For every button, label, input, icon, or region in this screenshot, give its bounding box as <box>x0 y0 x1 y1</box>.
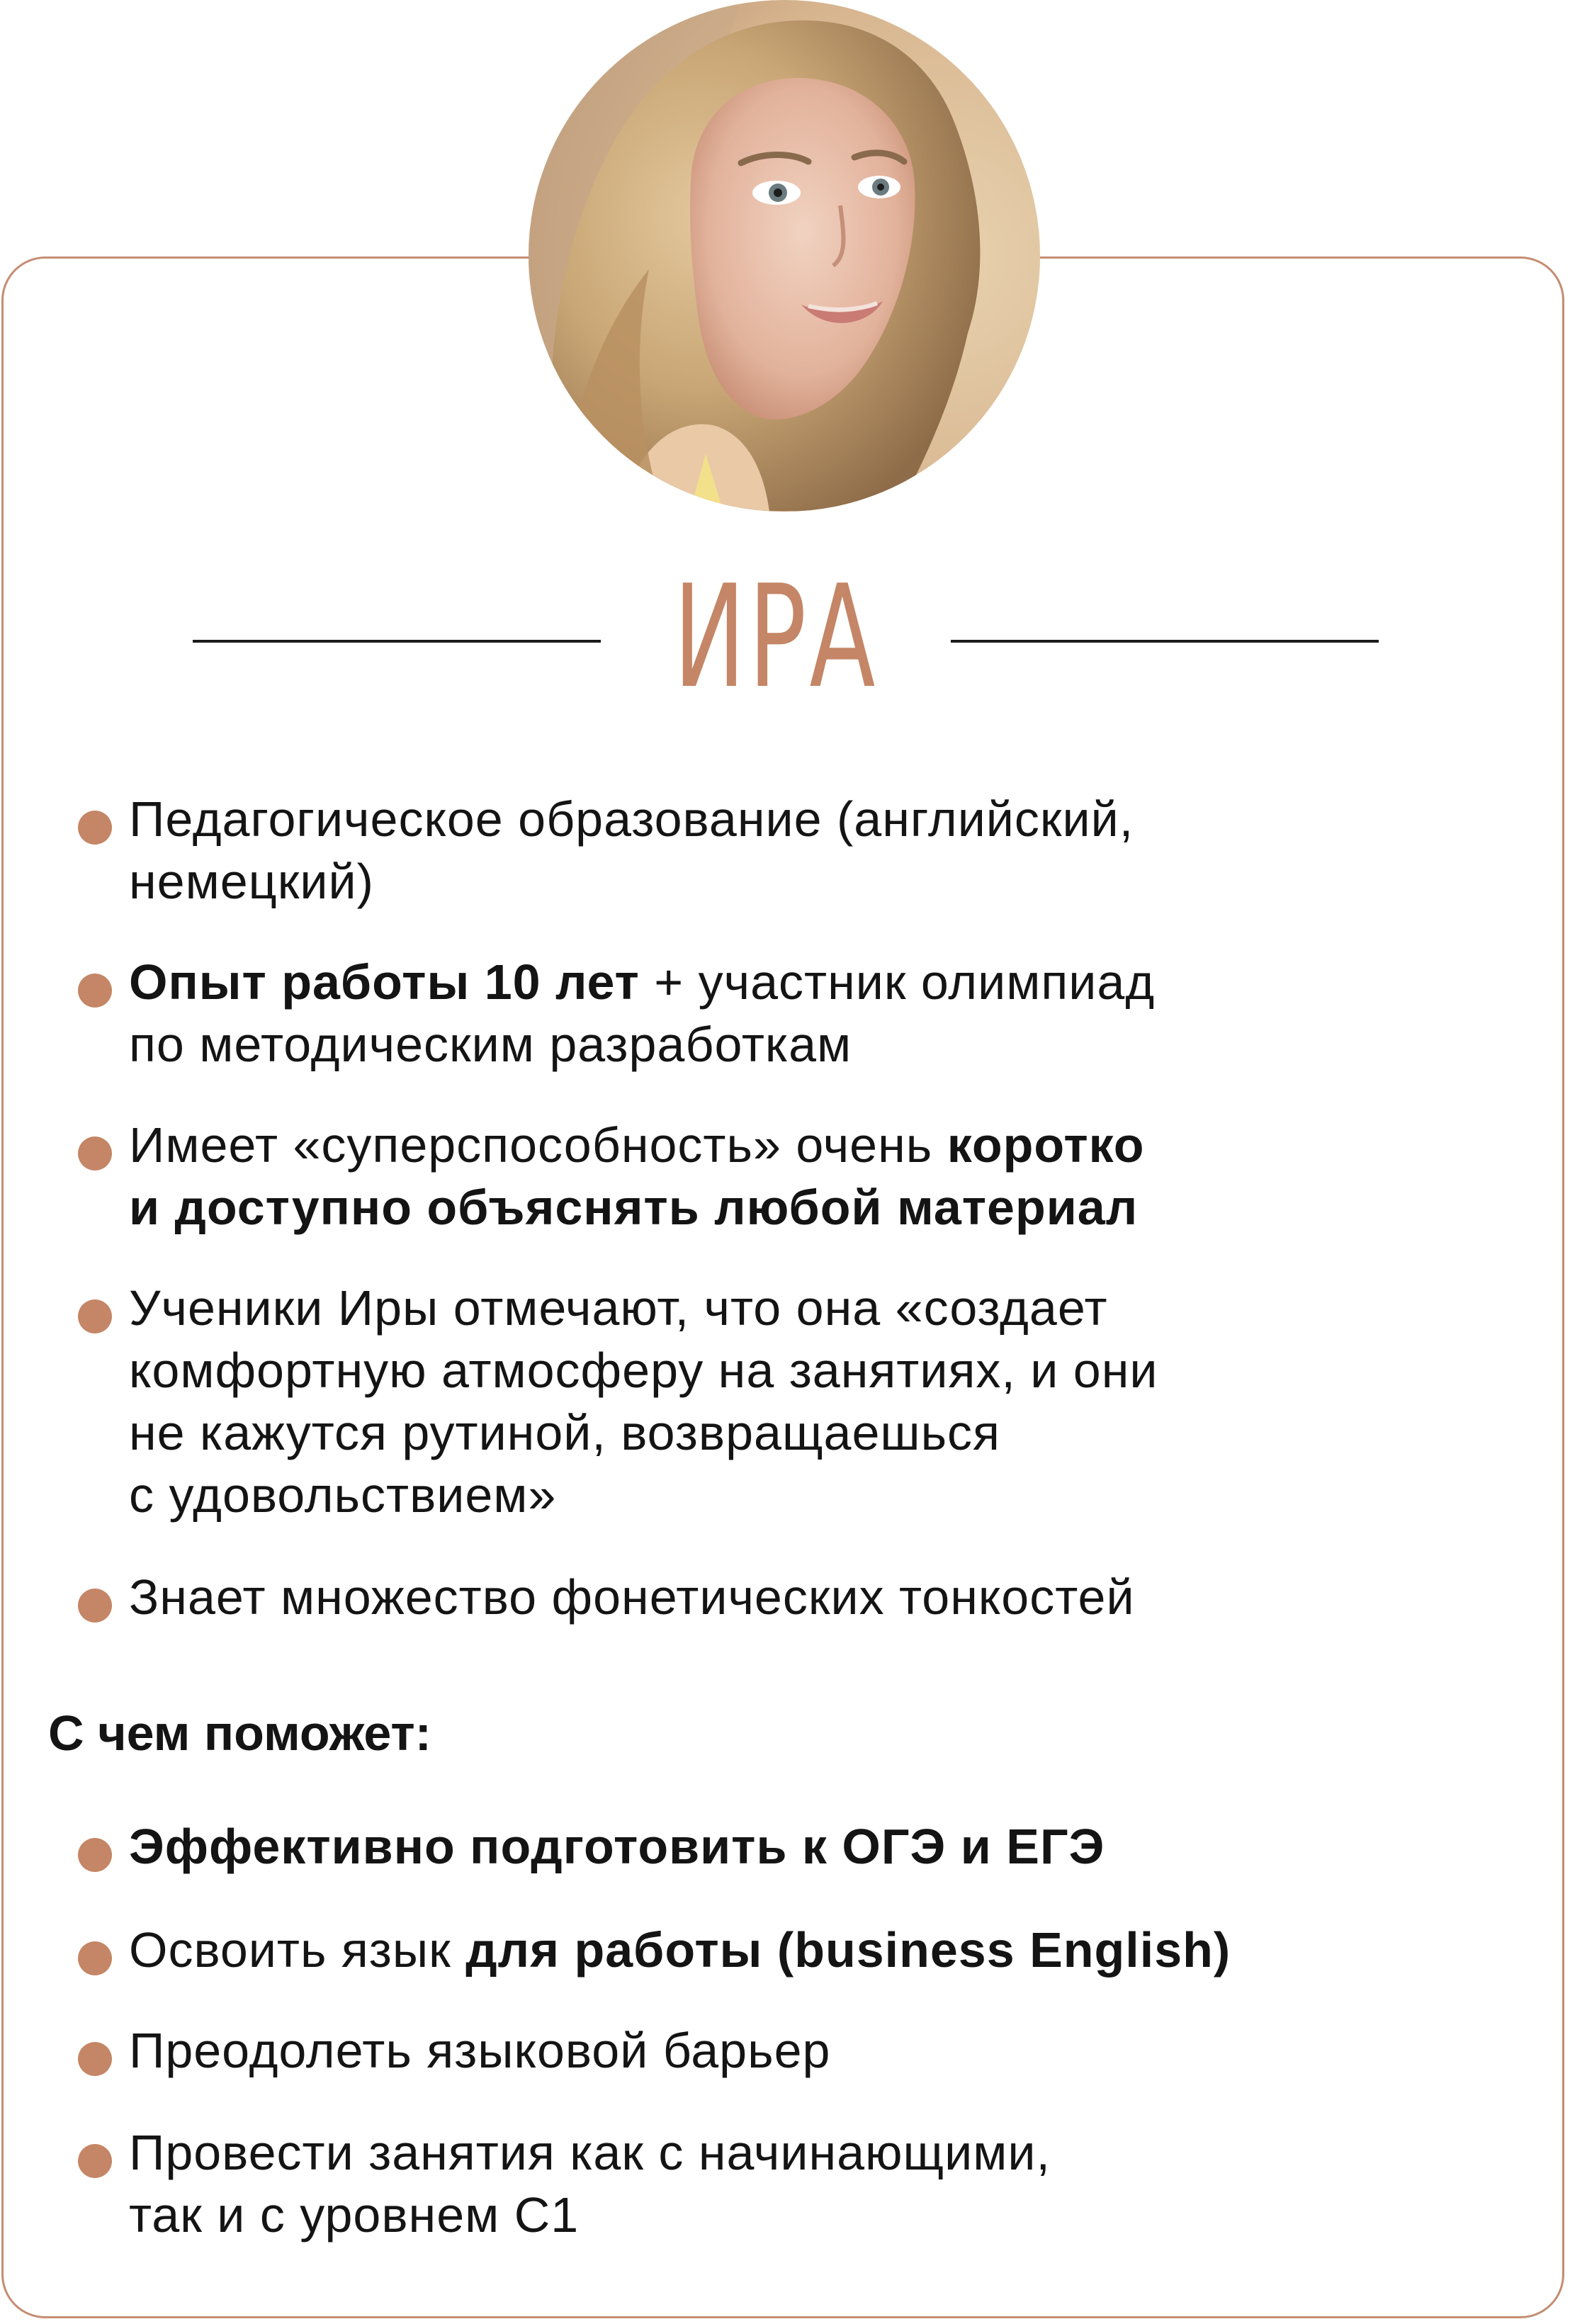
emphasis-text: Эффективно подготовить к ОГЭ и ЕГЭ <box>129 1819 1105 1874</box>
body-text: Ученики Иры отмечают, что она «создает <box>129 1280 1108 1336</box>
qualification-item-text <box>129 1566 1475 1628</box>
bullet-dot-icon <box>78 811 112 845</box>
emphasis-text: Опыт работы 10 лет <box>129 954 640 1010</box>
qualification-item-text <box>129 788 1475 913</box>
name-header <box>0 555 1570 723</box>
body-text: Провести занятия как с начинающими, <box>129 2125 1051 2180</box>
bullet-dot-icon <box>78 2144 112 2178</box>
qualification-item-line <box>129 1013 1475 1076</box>
qualification-item-line <box>129 1176 1475 1239</box>
qualification-item-text <box>129 1277 1475 1526</box>
bullet-dot-icon <box>78 974 112 1008</box>
body-text: с удовольствием» <box>129 1467 557 1523</box>
qualification-item-line <box>129 1339 1475 1401</box>
body-text: + участник олимпиад <box>639 954 1156 1010</box>
qualification-item-line <box>129 1277 1475 1339</box>
emphasis-text: и доступно объяснять любой материал <box>129 1180 1139 1235</box>
body-text: немецкий) <box>129 854 374 909</box>
divider-right <box>951 640 1379 643</box>
help-item-text <box>129 2121 1475 2246</box>
qualification-item-text <box>129 951 1475 1076</box>
bullet-dot-icon <box>78 1941 112 1975</box>
help-item-line <box>129 1815 1475 1878</box>
body-text: Преодолеть языковой барьер <box>129 2023 831 2078</box>
qualification-item-line <box>129 951 1475 1013</box>
help-item-text <box>129 1815 1475 1878</box>
bullet-dot-icon <box>78 1838 112 1872</box>
help-section-title: С чем поможет: <box>48 1705 431 1761</box>
body-text: так и с уровнем С1 <box>129 2187 580 2243</box>
qualification-item-line <box>129 788 1475 850</box>
body-text: по методическим разработкам <box>129 1017 852 1072</box>
body-text: Знает множество фонетических тонкостей <box>129 1569 1135 1625</box>
divider-left <box>193 640 601 643</box>
qualification-item-line <box>129 1401 1475 1464</box>
help-item-line <box>129 2019 1475 2082</box>
help-item-line <box>129 1919 1475 1981</box>
body-text: не кажутся рутиной, возвращаешься <box>129 1405 1000 1460</box>
qualification-item-text <box>129 1114 1475 1239</box>
body-text: комфортную атмосферу на занятиях, и они <box>129 1343 1158 1398</box>
body-text: Педагогическое образование (английский, <box>129 791 1134 847</box>
bullet-dot-icon <box>78 1299 112 1333</box>
bullet-dot-icon <box>78 2042 112 2076</box>
help-item-text <box>129 1919 1475 1981</box>
bullet-dot-icon <box>78 1589 112 1623</box>
body-text: Имеет «суперспособность» очень <box>129 1117 947 1173</box>
help-item-line <box>129 2184 1475 2246</box>
qualification-item-line <box>129 1114 1475 1176</box>
teacher-name: ИРА <box>673 555 879 720</box>
emphasis-text: для работы (business English) <box>465 1922 1231 1978</box>
qualification-item-line <box>129 1566 1475 1628</box>
help-item-line <box>129 2121 1475 2184</box>
body-text: Освоить язык <box>129 1922 466 1978</box>
qualification-item-line <box>129 850 1475 913</box>
help-item-text <box>129 2019 1475 2082</box>
emphasis-text: коротко <box>947 1117 1145 1173</box>
bullet-dot-icon <box>78 1136 112 1171</box>
avatar <box>529 0 1040 512</box>
portrait-photo <box>529 0 1040 512</box>
qualification-item-line <box>129 1464 1475 1526</box>
